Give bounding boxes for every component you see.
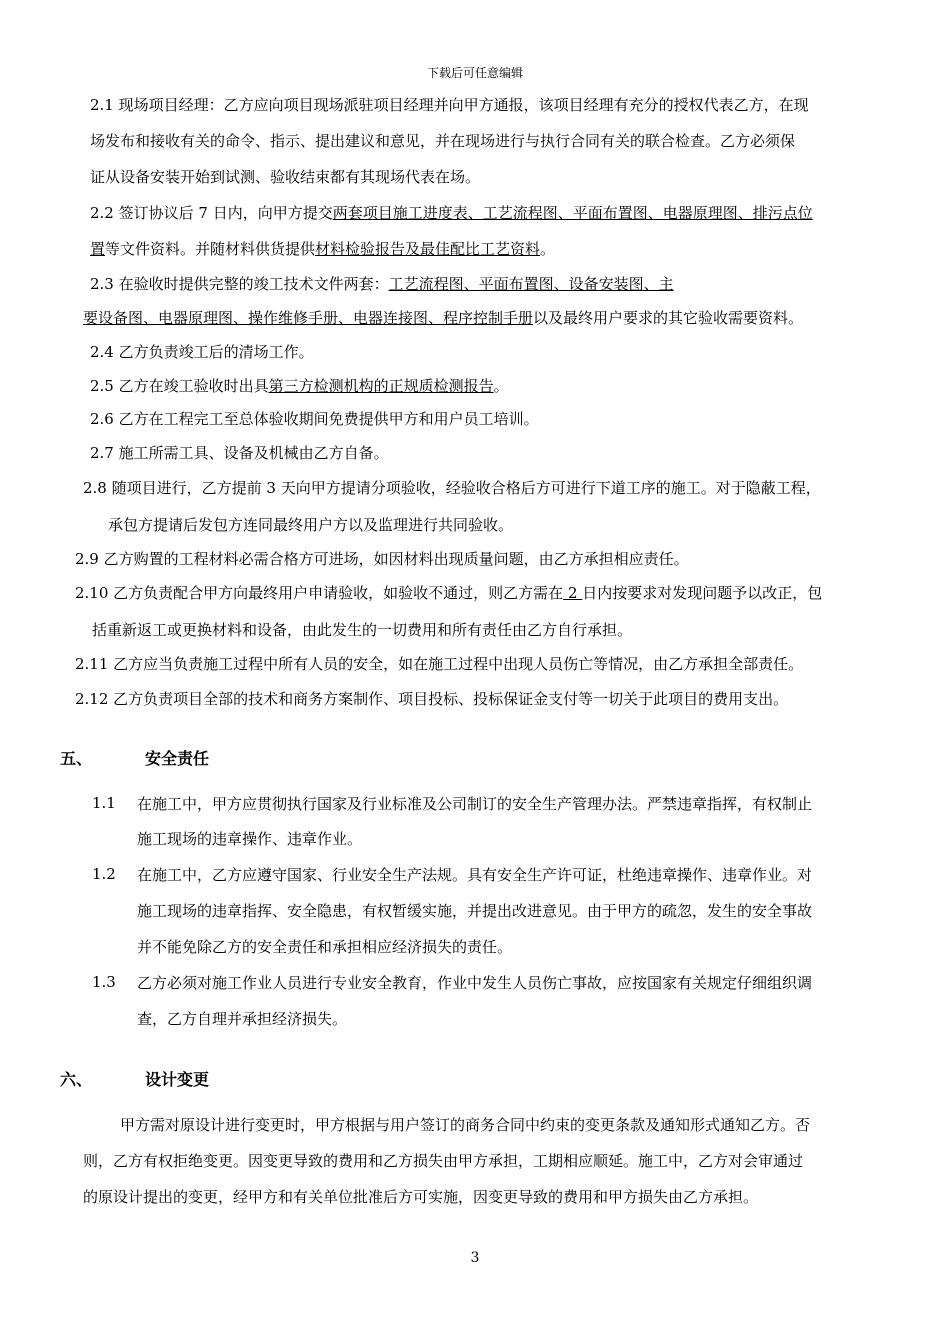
clause-2-6: 2.6 乙方在工程完工至总体验收期间免费提供甲方和用户员工培训。 (90, 410, 539, 428)
underlined-text: 材料检验报告及最佳配比工艺资料 (315, 240, 541, 258)
underlined-text: 2 (563, 584, 583, 602)
item-1-2-line-1: 在施工中，乙方应遵守国家、行业安全生产法规。具有安全生产许可证，杜绝违章操作、违章作业。对 (137, 866, 813, 884)
clause-2-12: 2.12 乙方负责项目全部的技术和商务方案制作、项目投标、投标保证金支付等一切关于此项目的费用支出。 (75, 690, 789, 708)
item-1-1-line-1: 在施工中，甲方应贯彻执行国家及行业标准及公司制订的安全生产管理办法。严禁违章指挥，有权制止 (137, 795, 813, 813)
clause-2-9: 2.9 乙方购置的工程材料必需合格方可进场，如因材料出现质量问题，由乙方承担相应责任。 (75, 550, 689, 568)
page-number: 3 (470, 1250, 480, 1266)
clause-2-8-line-2: 承包方提请后发包方连同最终用户方以及监理进行共同验收。 (108, 516, 514, 534)
item-1-2-line-3: 并不能免除乙方的安全责任和承担相应经济损失的责任。 (137, 938, 513, 956)
clause-2-10-line-1 (75, 583, 822, 603)
section-6-line-2: 则，乙方有权拒绝变更。因变更导致的费用和乙方损失由甲方承担，工期相应顺延。施工中，乙方对会审通过 (83, 1152, 804, 1170)
clause-text: 2.10 乙方负责配合甲方向最终用户申请验收，如验收不通过，则乙方需在 (75, 584, 564, 602)
clause-2-10-line-2: 括重新返工或更换材料和设备，由此发生的一切费用和所有责任由乙方自行承担。 (92, 621, 633, 639)
clause-2-4: 2.4 乙方负责竣工后的清场工作。 (90, 343, 314, 361)
item-1-3-number: 1.3 (92, 973, 116, 991)
clause-text: 以及最终用户要求的其它验收需要资料。 (533, 309, 804, 327)
clause-text: 等文件资料。并随材料供货提供 (105, 240, 316, 258)
clause-text: 2.3 在验收时提供完整的竣工技术文件两套： (90, 275, 389, 293)
clause-text: 。 (493, 377, 509, 395)
clause-2-2-line-2 (90, 239, 555, 259)
clause-2-2-line-1 (90, 203, 813, 223)
clause-text: 。 (540, 240, 556, 258)
clause-text: 2.2 签订协议后 7 日内，向甲方提交 (90, 204, 333, 222)
section-6-line-1: 甲方需对原设计进行变更时，甲方根据与用户签订的商务合同中约束的变更条款及通知形式通知乙方。否 (120, 1116, 811, 1134)
item-1-2-number: 1.2 (92, 865, 116, 883)
underlined-text: 第三方检测机构的正规质检测报告 (268, 377, 494, 395)
page-header: 下载后可任意编辑 (426, 66, 523, 80)
clause-text: 2.5 乙方在竣工验收时出具 (90, 377, 269, 395)
clause-2-5 (90, 376, 509, 396)
item-1-1-line-2: 施工现场的违章操作、违章作业。 (137, 830, 363, 848)
clause-2-7: 2.7 施工所需工具、设备及机械由乙方自备。 (90, 444, 389, 462)
item-1-3-line-1: 乙方必须对施工作业人员进行专业安全教育，作业中发生人员伤亡事故，应按国家有关规定仔细组织调 (137, 974, 813, 992)
section-6-line-3: 的原设计提出的变更，经甲方和有关单位批准后方可实施，因变更导致的费用和甲方损失由乙方承担。 (83, 1188, 759, 1206)
clause-2-1-line-3: 证从设备安装开始到试测、验收结束都有其现场代表在场。 (90, 168, 481, 186)
underlined-text: 两套项目施工进度表、工艺流程图、平面布置图、电器原理图、排污点位 (332, 204, 813, 222)
clause-2-3-line-2 (83, 308, 803, 328)
section-5-number: 五、 (60, 749, 93, 768)
section-6-title: 设计变更 (145, 1070, 210, 1089)
clause-2-3-line-1 (90, 274, 674, 294)
clause-2-1-line-1: 2.1 现场项目经理：乙方应向项目现场派驻项目经理并向甲方通报，该项目经理有充分的授权代表乙方，在现 (90, 96, 809, 114)
clause-2-11: 2.11 乙方应当负责施工过程中所有人员的安全，如在施工过程中出现人员伤亡等情况，由乙方承担全部责任。 (75, 655, 804, 673)
clause-2-8-line-1: 2.8 随项目进行，乙方提前 3 天向甲方提请分项验收，经验收合格后方可进行下道工序的施工。对于隐蔽工程， (83, 479, 821, 497)
underlined-text: 置 (90, 240, 106, 258)
item-1-2-line-2: 施工现场的违章指挥、安全隐患，有权暂缓实施，并提出改进意见。由于甲方的疏忽，发生的安全事故 (137, 902, 813, 920)
clause-2-1-line-2: 场发布和接收有关的命令、指示、提出建议和意见，并在现场进行与执行合同有关的联合检查。乙方必须保 (90, 132, 796, 150)
section-6-number: 六、 (60, 1070, 93, 1089)
clause-text: 日内按要求对发现问题予以改正，包 (582, 584, 823, 602)
underlined-text: 工艺流程图、平面布置图、设备安装图、主 (388, 275, 674, 293)
item-1-3-line-2: 查，乙方自理并承担经济损失。 (137, 1010, 348, 1028)
item-1-1-number: 1.1 (92, 794, 116, 812)
underlined-text: 要设备图、电器原理图、操作维修手册、电器连接图、程序控制手册 (83, 309, 534, 327)
section-5-title: 安全责任 (145, 749, 210, 768)
